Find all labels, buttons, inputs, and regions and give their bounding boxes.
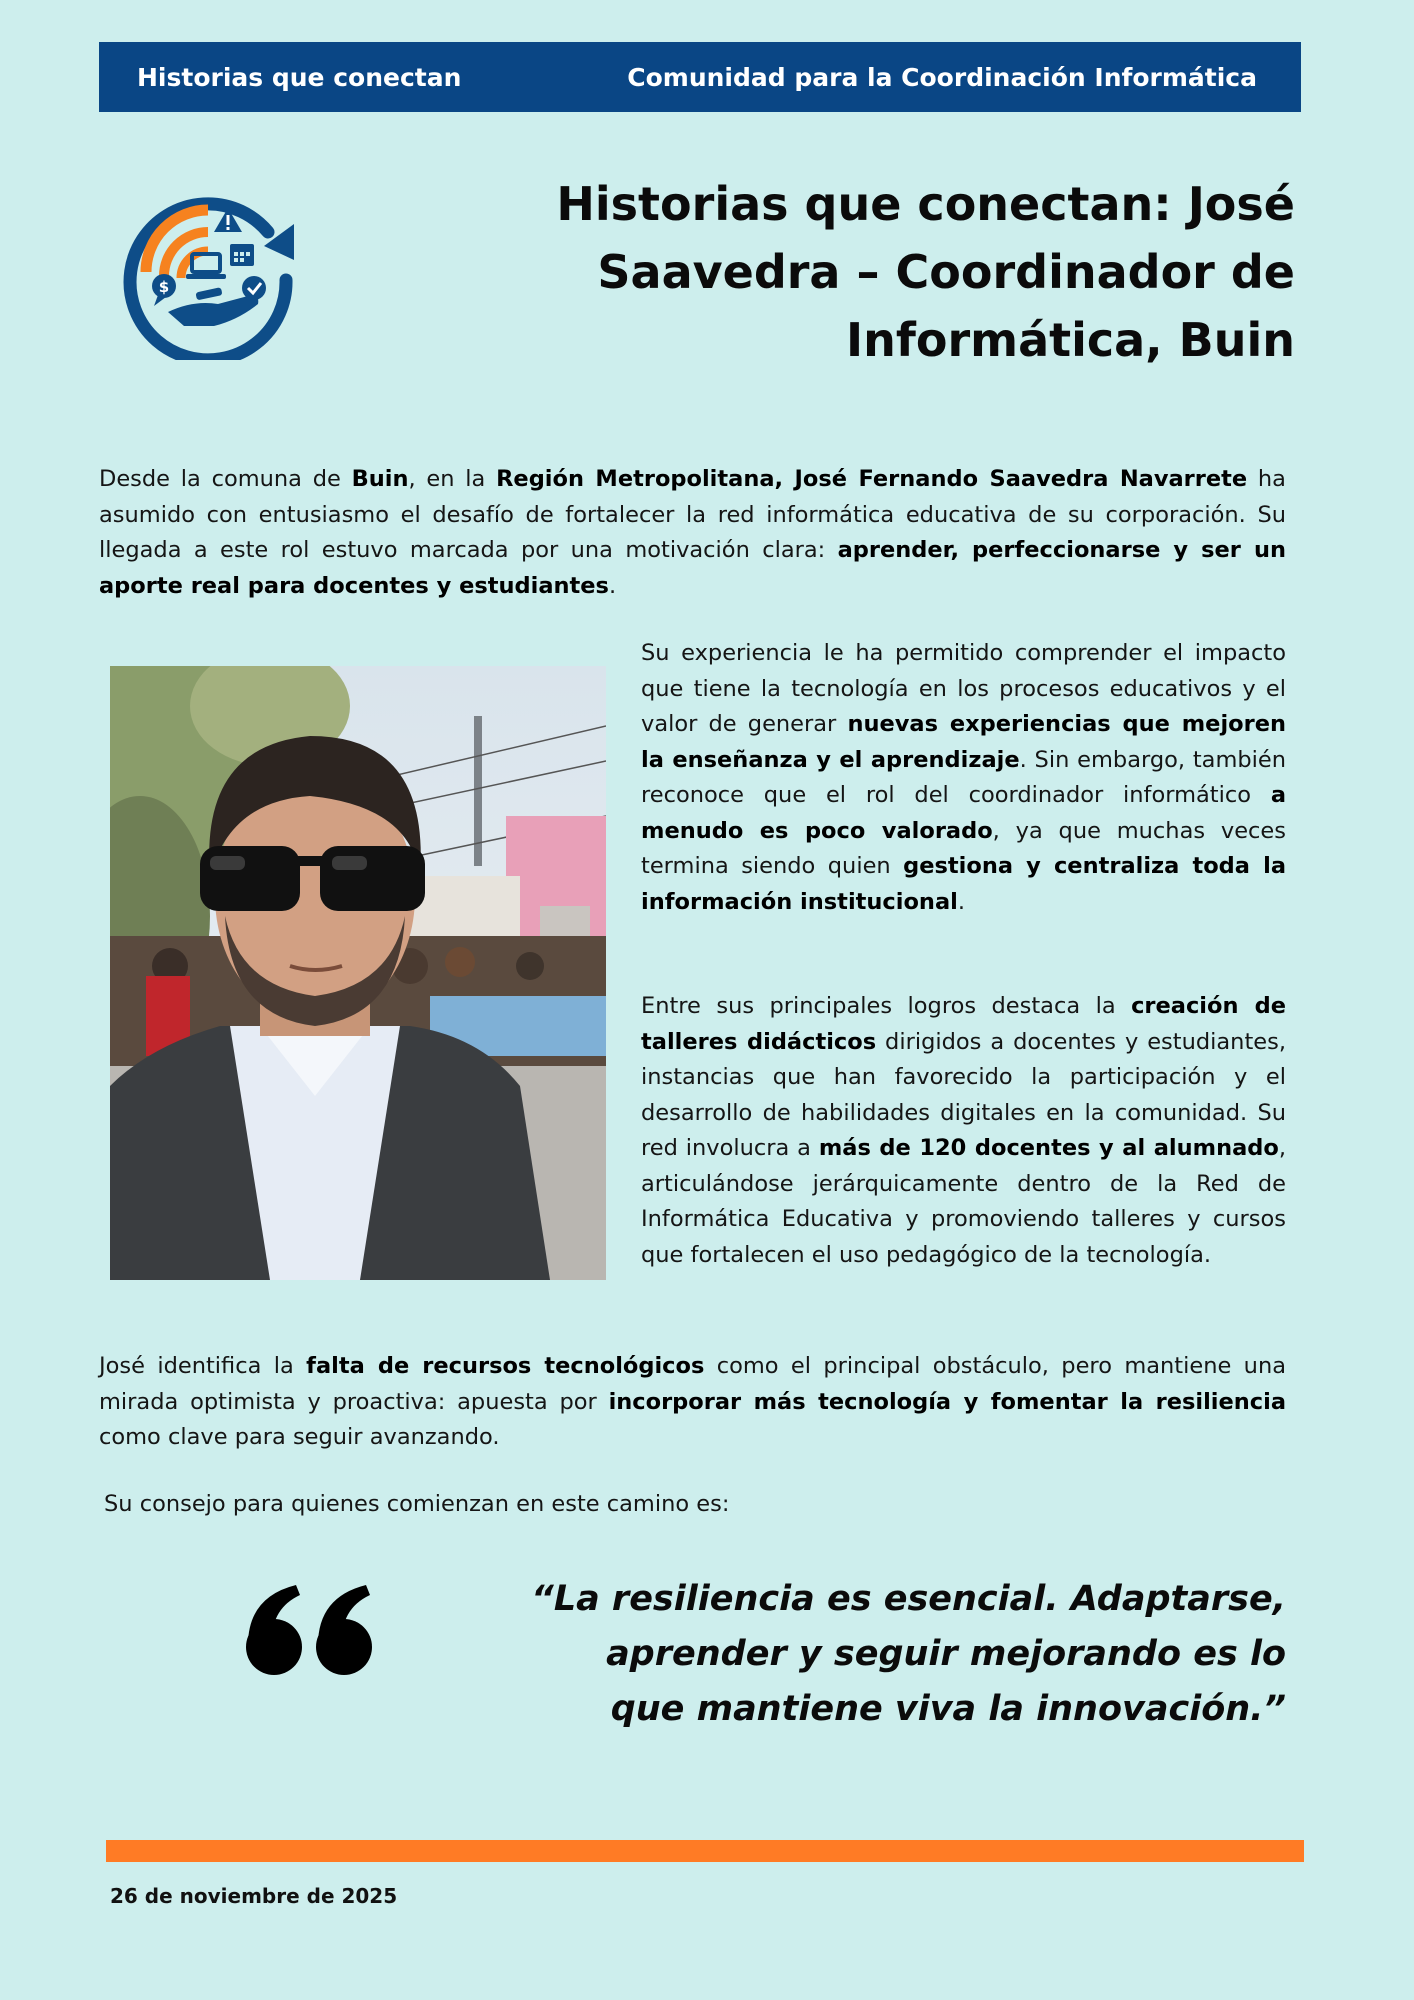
header-bar — [99, 42, 1301, 112]
featured-quote: “La resiliencia es esencial. Adaptarse, aprender y seguir mejorando es lo que mantiene viva la innovación.” — [531, 1579, 1286, 1729]
footer-accent-bar — [106, 1840, 1304, 1862]
intro-paragraph: Desde la comuna de Buin, en la Región Metropolitana, José Fernando Saavedra Navarrete ha asumido con entusiasmo el desafío de fortalecer la red informática educativa de su corporación. Su llegada a este rol estuvo marcada por una motivación clara: aprender, perfeccionarse y ser un aporte real para docentes y estudiantes. — [99, 466, 1286, 599]
open-quote-icon — [244, 1583, 376, 1678]
publication-date: 26 de noviembre de 2025 — [110, 1884, 398, 1908]
page-title: Historias que conectan: José Saavedra – Coordinador de Informática, Buin — [556, 177, 1295, 367]
advice-intro: Su consejo para quienes comienzan en este camino es: — [104, 1491, 730, 1517]
header-left-title: Historias que conectan — [137, 62, 462, 92]
portrait-photo-illustration — [110, 666, 606, 1280]
challenges-paragraph: José identifica la falta de recursos tecnológicos como el principal obstáculo, pero mantiene una mirada optimista y proactiva: apuesta por incorporar más tecnología y fomentar la resiliencia como clave para seguir avanzando. — [99, 1353, 1287, 1450]
header-right-title: Comunidad para la Coordinación Informática — [627, 62, 1257, 92]
svg-text:$: $ — [158, 278, 170, 296]
experience-paragraph: Su experiencia le ha permitido comprender el impacto que tiene la tecnología en los procesos educativos y el valor de generar nuevas experiencias que mejoren la enseñanza y el aprendizaje. Sin embargo, también reconoce que el rol del coordinador informático a menudo es poco valorado, ya que muchas veces termina siendo quien gestiona y centraliza toda la información institucional. — [641, 640, 1287, 915]
community-it-logo — [118, 180, 308, 360]
portrait-photo — [110, 666, 606, 1280]
achievements-paragraph: Entre sus principales logros destaca la creación de talleres didácticos dirigidos a docentes y estudiantes, instancias que han favorecido la participación y el desarrollo de habilidades digitales en la comunidad. Su red involucra a más de 120 docentes y al alumnado, articulándose jerárquicamente dentro de la Red de Informática Educativa y promoviendo talleres y cursos que fortalecen el uso pedagógico de la tecnología. — [641, 993, 1287, 1268]
